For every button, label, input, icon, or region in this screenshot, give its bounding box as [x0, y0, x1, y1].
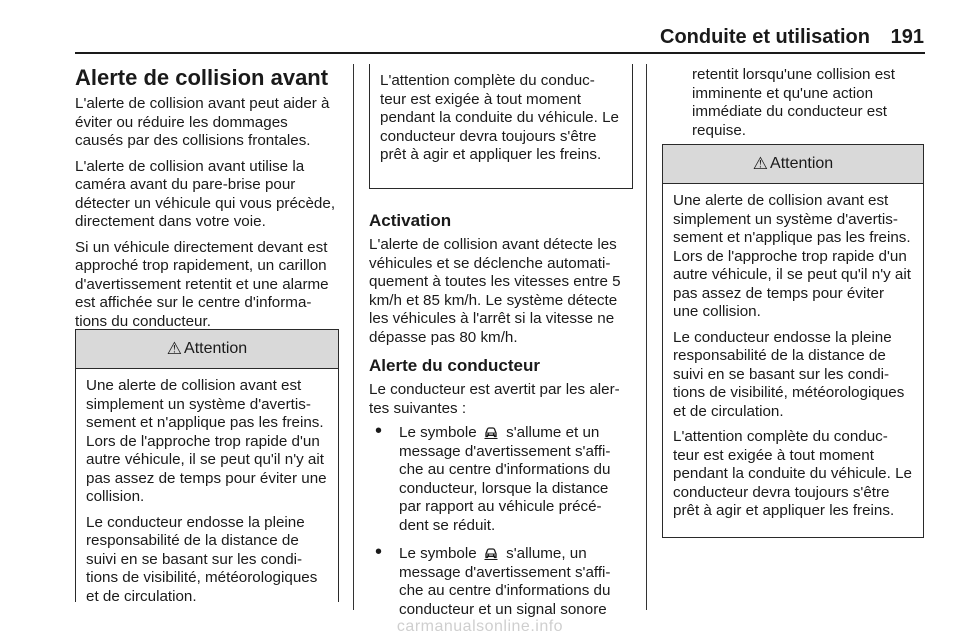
column-divider — [353, 64, 354, 610]
attention-box-body — [663, 184, 923, 527]
watermark: carmanualsonline.info — [396, 618, 564, 635]
list-item — [369, 545, 631, 619]
subheading-activation: Activation — [369, 211, 452, 230]
paragraph: Le conducteur endosse la pleine responsabilité de la distance de suivi en se basant sur les condi- tions de visibilité, météorologiques et de circulation. — [673, 328, 905, 420]
chapter-title: Conduite et utilisation — [660, 26, 870, 48]
alert-list — [369, 424, 631, 619]
paragraph: L'attention complète du conduc- teur est exigée à tout moment pendant la conduite du véhicule. Le conducteur devra toujours s'être prêt à agir et appliquer les freins. — [673, 428, 912, 519]
paragraph: Une alerte de collision avant est simplement un système d'avertis- sement et n'applique pas les freins. Lors de l'approche trop rapide d'un autre véhicule, il se peut qu'il n'y ait pas assez de temps pour éviter une collision. — [673, 192, 911, 320]
attention-box — [75, 329, 339, 605]
paragraph: Si un véhicule directement devant est approché trop rapidement, un carillon d'avertissement retentit et une alarme est affichée sur le centre d'informa- tions du conducteur. — [75, 238, 329, 330]
warning-triangle-icon: ⚠ — [166, 338, 183, 358]
bullet-text: Le symbole — [399, 424, 477, 441]
attention-box-header — [663, 145, 923, 184]
attention-box-body — [76, 369, 338, 612]
paragraph: L'alerte de collision avant peut aider à éviter ou réduire les dommages causés par des collisions frontales. — [75, 95, 330, 149]
attention-box-continued — [369, 64, 633, 189]
column-2 — [369, 198, 631, 629]
section-heading: Alerte de collision avant — [75, 65, 329, 90]
bullet-text: Le symbole — [399, 545, 477, 562]
vehicle-ahead-icon — [483, 545, 499, 561]
column-1 — [75, 64, 338, 338]
paragraph: L'attention complète du conduc- teur est exigée à tout moment pendant la conduite du véhicule. Le conducteur devra toujours s'être prêt à agir et appliquer les freins. — [380, 72, 619, 163]
paragraph: L'alerte de collision avant détecte les véhicules et se déclenche automati- quement à toutes les vitesses entre 5 km/h et 85 km/h. Le système détecte les véhicules à l'arrêt si la vitesse ne dépasse pas 80 km/h. — [369, 236, 621, 346]
column-divider — [646, 64, 647, 610]
paragraph: Le conducteur est avertit par les aler- tes suivantes : — [369, 381, 620, 417]
bullet-text: s'allume, un message d'avertissement s'affi- che au centre d'informations du conducteur et un signal sonore — [399, 545, 611, 618]
attention-box-header — [76, 330, 338, 369]
paragraph: retentit lorsqu'une collision est imminente et qu'une action immédiate du conducteur est requise. — [692, 66, 895, 139]
vehicle-ahead-icon — [483, 424, 499, 440]
list-item — [369, 424, 631, 535]
page-header — [660, 18, 924, 50]
warning-triangle-icon: ⚠ — [752, 153, 769, 173]
header-rule — [75, 52, 925, 54]
paragraph: Le conducteur endosse la pleine responsabilité de la distance de suivi en se basant sur les condi- tions de visibilité, météorologiques et de circulation. — [86, 513, 318, 605]
attention-title: Attention — [184, 339, 248, 357]
paragraph: L'alerte de collision avant utilise la caméra avant du pare-brise pour détecter un véhicule qui vous précède, directement dans votre voie. — [75, 157, 336, 230]
paragraph: Une alerte de collision avant est simplement un système d'avertis- sement et n'applique pas les freins. Lors de l'approche trop rapide d'un autre véhicule, il se peut qu'il n'y ait pas assez de temps pour éviter une collision. — [86, 377, 327, 505]
subheading-driver-alert: Alerte du conducteur — [369, 356, 540, 375]
column-3-continuation — [692, 66, 922, 140]
attention-box — [662, 144, 924, 538]
attention-box-body — [370, 64, 632, 173]
bullet-text: s'allume et un message d'avertissement s'affi- che au centre d'informations du conducteur, lorsque la distance par rapport au véhicule précé- dent se réduit. — [399, 424, 611, 534]
attention-title: Attention — [770, 154, 834, 172]
page-number: 191 — [890, 26, 924, 48]
